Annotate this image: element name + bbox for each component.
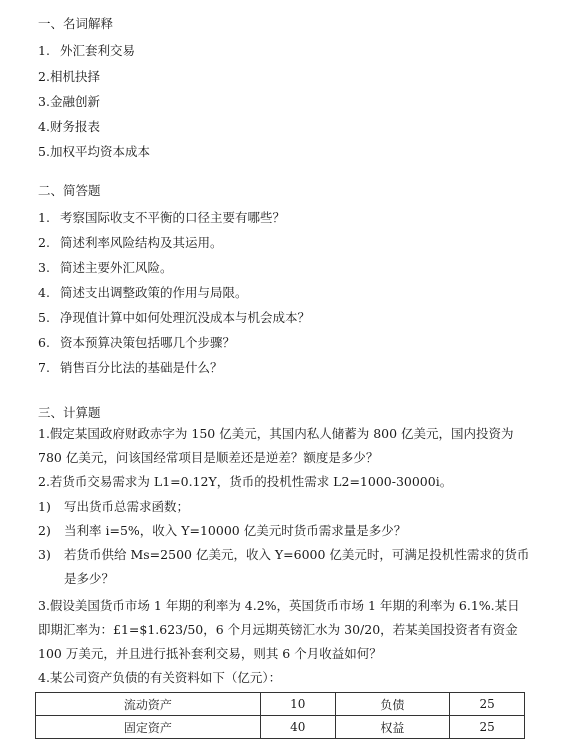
item-text: 简述利率风险结构及其运用。 bbox=[60, 235, 223, 250]
item-number: 3. bbox=[38, 260, 50, 275]
question-1: 1.假定某国政府财政赤字为 150 亿美元，其国内私人储蓄为 800 亿美元，国内投资为 780 亿美元，问该国经常项目是顺差还是逆差？额度是多少？ bbox=[38, 426, 514, 465]
item-number: 1. bbox=[38, 43, 50, 58]
list-item bbox=[38, 43, 135, 59]
item-number: 2. bbox=[38, 235, 50, 250]
question-4: 4.某公司资产负债的有关资料如下（亿元）： bbox=[38, 670, 282, 685]
list-item bbox=[38, 69, 100, 85]
item-number: 5. bbox=[38, 310, 50, 325]
item-text: 净现值计算中如何处理沉没成本与机会成本？ bbox=[60, 310, 311, 325]
table-cell: 10 bbox=[260, 693, 335, 716]
section-heading-3: 三、计算题 bbox=[38, 405, 101, 420]
sub-question bbox=[38, 543, 534, 591]
table-cell: 25 bbox=[450, 693, 525, 716]
item-text: 资本预算决策包括哪几个步骤？ bbox=[60, 335, 236, 350]
sub-text: 当利率 i=5%，收入 Y=10000 亿美元时货币需求量是多少？ bbox=[64, 523, 407, 538]
list-item bbox=[38, 335, 235, 351]
item-text: 简述主要外汇风险。 bbox=[60, 260, 173, 275]
table-row bbox=[36, 693, 525, 716]
sub-question bbox=[38, 499, 189, 515]
item-number: 1. bbox=[38, 210, 50, 225]
table-cell: 权益 bbox=[335, 716, 450, 739]
item-text: 外汇套利交易 bbox=[60, 43, 136, 58]
question-2: 2.若货币交易需求为 L1=0.12Y，货币的投机性需求 L2=1000-30000i。 bbox=[38, 474, 453, 489]
table-cell: 流动资产 bbox=[36, 693, 261, 716]
sub-number: 2) bbox=[38, 523, 51, 538]
item-text: 简述支出调整政策的作用与局限。 bbox=[60, 285, 248, 300]
table-cell: 固定资产 bbox=[36, 716, 261, 739]
item-text: 考察国际收支不平衡的口径主要有哪些？ bbox=[60, 210, 286, 225]
sub-text: 写出货币总需求函数； bbox=[64, 499, 190, 514]
sub-number: 3) bbox=[38, 547, 51, 562]
table-cell: 负债 bbox=[335, 693, 450, 716]
item-number: 5. bbox=[38, 144, 50, 159]
balance-sheet-table bbox=[35, 692, 525, 739]
item-number: 7. bbox=[38, 360, 50, 375]
section-heading-1: 一、名词解释 bbox=[38, 16, 114, 31]
item-number: 4. bbox=[38, 119, 50, 134]
sub-question bbox=[38, 523, 406, 539]
section-heading-2: 二、简答题 bbox=[38, 183, 101, 198]
question-3: 3.假设美国货币市场 1 年期的利率为 4.2%，英国货币市场 1 年期的利率为 6.1%.某日即期汇率为：£1=$1.623/50，6 个月远期英镑汇水为 30/20，若某美国投资者有资金 100 万美元，并且进行抵补套利交易，则其 6 个月收益如何？ bbox=[38, 598, 520, 661]
item-number: 3. bbox=[38, 94, 50, 109]
item-number: 2. bbox=[38, 69, 50, 84]
list-item bbox=[38, 360, 223, 376]
sub-text: 若货币供给 Ms=2500 亿美元，收入 Y=6000 亿美元时，可满足投机性需求的货币是多少？ bbox=[64, 547, 530, 586]
list-item bbox=[38, 94, 100, 110]
sub-number: 1) bbox=[38, 499, 51, 514]
item-number: 6. bbox=[38, 335, 50, 350]
list-item bbox=[38, 119, 100, 135]
table-cell: 40 bbox=[260, 716, 335, 739]
list-item bbox=[38, 144, 150, 160]
item-text: 相机抉择 bbox=[49, 69, 100, 84]
list-item bbox=[38, 310, 310, 326]
list-item bbox=[38, 260, 173, 276]
table-row bbox=[36, 716, 525, 739]
item-number: 4. bbox=[38, 285, 50, 300]
item-text: 加权平均资本成本 bbox=[49, 144, 150, 159]
item-text: 销售百分比法的基础是什么？ bbox=[60, 360, 223, 375]
list-item bbox=[38, 285, 248, 301]
list-item bbox=[38, 235, 223, 251]
item-text: 财务报表 bbox=[49, 119, 100, 134]
table-cell: 25 bbox=[450, 716, 525, 739]
list-item bbox=[38, 210, 285, 226]
item-text: 金融创新 bbox=[49, 94, 100, 109]
